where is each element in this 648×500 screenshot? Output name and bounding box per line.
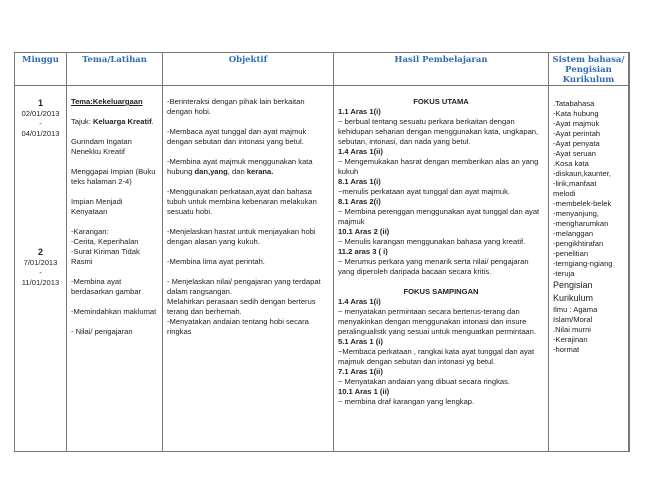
- paragraph: [338, 367, 544, 377]
- week-sep: -: [39, 119, 42, 128]
- paragraph: [338, 287, 544, 297]
- paragraph-text: ~ Menulis karangan menggunakan bahasa yang kreatif.: [338, 237, 526, 246]
- week-2: [15, 246, 66, 288]
- paragraph: [71, 307, 159, 317]
- paragraph: [338, 117, 544, 147]
- paragraph-text: Tajuk:: [71, 117, 93, 126]
- header-objektif: Objektif: [228, 55, 268, 65]
- paragraph: [167, 187, 329, 217]
- header-sistem: Sistem bahasa/ Pengisian Kurikulum: [552, 55, 625, 85]
- paragraph-text: ~menulis perkataan ayat tunggal dan ayat majmuk.: [338, 187, 511, 196]
- tema-content: [71, 97, 159, 337]
- week-end: 11/01/2013: [21, 278, 60, 287]
- header-hasil: Hasil Pembelajaran: [394, 55, 488, 65]
- sistem-item: -melanggan: [553, 229, 594, 238]
- paragraph: [338, 377, 544, 387]
- paragraph: [338, 97, 544, 107]
- week-sep: -: [39, 268, 42, 277]
- paragraph-text: 8.1 Aras 2(i): [338, 197, 381, 206]
- paragraph: [338, 237, 544, 247]
- sistem-item: -lirik,manfaat: [553, 179, 597, 188]
- header-tema: Tema/Latihan: [82, 55, 147, 65]
- column-sistem: [549, 53, 629, 451]
- pengisian-item: -hormat: [553, 345, 580, 354]
- sistem-item: .Tatabahasa: [553, 99, 595, 108]
- paragraph: [71, 197, 159, 217]
- hasil-content: [338, 97, 544, 407]
- pengisian-heading: Pengisian: [553, 280, 593, 290]
- paragraph: [71, 327, 159, 337]
- column-hasil: [334, 53, 549, 451]
- sistem-item: -Ayat majmuk: [553, 119, 600, 128]
- paragraph-text: ~ membina draf karangan yang lengkap.: [338, 397, 475, 406]
- week-1: [15, 97, 66, 139]
- week-number: 2: [37, 247, 43, 257]
- paragraph-text: 5.1 Aras 1 (i): [338, 337, 383, 346]
- objektif-content: [167, 97, 329, 337]
- sistem-item: -Kata hubung: [553, 109, 599, 118]
- paragraph-text: 10.1 Aras 1 (ii): [338, 387, 390, 396]
- paragraph-text: -Memindahkan maklumat: [71, 307, 157, 316]
- sistem-item: -diskaun,kaunter,: [553, 169, 611, 178]
- sistem-content: [553, 99, 626, 355]
- paragraph: [338, 207, 544, 227]
- column-minggu: [15, 53, 67, 451]
- paragraph: [167, 127, 329, 147]
- paragraph-text: -Membina ayat berdasarkan gambar: [71, 277, 142, 296]
- bold-text: Keluarga Kreatif: [92, 117, 152, 126]
- sistem-item: -pengikhtirafan: [553, 239, 604, 248]
- text: .: [151, 117, 154, 126]
- paragraph: [71, 117, 159, 127]
- paragraph-text: FOKUS SAMPINGAN: [403, 287, 479, 296]
- week-start: 7/01/2013: [23, 258, 58, 267]
- paragraph-text: -Membina lima ayat perintah.: [167, 257, 265, 266]
- paragraph: [167, 227, 329, 247]
- paragraph-text: 1.4 Aras 1(i): [338, 297, 381, 306]
- header-divider: [15, 53, 629, 86]
- paragraph-text: -Menggunakan perkataan,ayat dan bahasa tubuh untuk membina kebenaran melakukan sesuatu hobi.: [167, 187, 317, 216]
- paragraph: [338, 147, 544, 157]
- paragraph-text: ~ Menyatakan andaian yang dibuat secara ringkas.: [338, 377, 511, 386]
- paragraph: [338, 307, 544, 337]
- pengisian-item: .Nilai murni: [553, 325, 591, 334]
- paragraph-text: 10.1 Aras 2 (ii): [338, 227, 390, 236]
- paragraph-text: Gurindam Ingatan Nenekku Kreatif: [71, 137, 132, 156]
- paragraph-text: ~ Mengemukakan hasrat dengan memberikan alas an yang kukuh: [338, 157, 539, 176]
- paragraph-text: ~ Merumus perkara yang menarik serta nilai/ pengajaran yang diperoleh daripada bacaan secara kritis.: [338, 257, 529, 276]
- paragraph-text: -Menjelaskan hasrat untuk menjayakan hobi dengan alasan yang kukuh.: [167, 227, 316, 246]
- paragraph: [338, 107, 544, 117]
- paragraph: [71, 167, 159, 187]
- paragraph-text: -Berinteraksi dengan pihak lain berkaitan dengan hobi.: [167, 97, 305, 116]
- paragraph-text: Impian Menjadi Kenyataan: [71, 197, 123, 216]
- paragraph-text: 11.2 aras 3 ( i): [338, 247, 388, 256]
- sistem-item: -terngiang-ngiang: [553, 259, 613, 268]
- column-tema: [67, 53, 163, 451]
- paragraph-text: ~Membaca perkataan , rangkai kata ayat tunggal dan ayat majmuk dengan sebutan dan intonasi yg betul.: [338, 347, 535, 366]
- bold-text: dan,yang: [194, 167, 228, 176]
- paragraph-text: FOKUS UTAMA: [413, 97, 469, 106]
- lesson-plan-table: [14, 52, 630, 452]
- paragraph-text: 1.1 Aras 1(i): [338, 107, 381, 116]
- paragraph-text: Menggapai Impian (Buku teks halaman 2-4): [71, 167, 156, 186]
- bold-text: kerana.: [246, 167, 274, 176]
- pengisian-item: -Kerajinan: [553, 335, 588, 344]
- sistem-item: -penelitian: [553, 249, 589, 258]
- paragraph-text: 8.1 Aras 1(i): [338, 177, 381, 186]
- paragraph: [71, 97, 159, 107]
- paragraph: [338, 397, 544, 407]
- paragraph: [338, 257, 544, 277]
- paragraph-text: -Membina ayat majmuk menggunakan kata hubung: [167, 157, 313, 176]
- pengisian-item: Islam/Moral: [553, 315, 593, 324]
- paragraph-text: - Nilai/ pengajaran: [71, 327, 133, 336]
- paragraph-text: -Membaca ayat tunggal dan ayat majmuk dengan sebutan dan intonasi yang betul.: [167, 127, 307, 146]
- paragraph-text: 7.1 Aras 1(ii): [338, 367, 383, 376]
- sistem-item: .Kosa kata: [553, 159, 589, 168]
- paragraph: [338, 227, 544, 237]
- paragraph: [71, 137, 159, 157]
- paragraph: [338, 157, 544, 177]
- paragraph: [71, 277, 159, 297]
- week-end: 04/01/2013: [21, 129, 60, 138]
- sistem-item: -menyanjung,: [553, 209, 600, 218]
- sistem-item: -Ayat seruan: [553, 149, 596, 158]
- paragraph: [71, 227, 159, 267]
- paragraph: [338, 177, 544, 187]
- paragraph-text: - Menjelaskan nilai/ pengajaran yang terdapat dalam rangsangan. Melahirkan perasaan sedih dengan berterus terang dan berhemah. -Menyatakan andaian tentang hobi secara ringkas: [167, 277, 321, 336]
- paragraph: [338, 387, 544, 397]
- column-objektif: [163, 53, 334, 451]
- paragraph: [167, 257, 329, 267]
- paragraph-text: 1.4 Aras 1(ii): [338, 147, 383, 156]
- paragraph: [167, 97, 329, 117]
- pengisian-heading: Kurikulum: [553, 293, 594, 303]
- paragraph-text: -Karangan: -Cerita, Keperihalan -Surat Kiriman Tidak Rasmi: [71, 227, 140, 266]
- paragraph: [338, 197, 544, 207]
- pengisian-item: Ilmu : Agama: [553, 305, 598, 314]
- paragraph: [338, 347, 544, 367]
- paragraph-text: ~ menyatakan permintaan secara berterus-terang dan menyakinkan dengan menggunakan intonasi dan insure peralingualistk yang sesuai untuk menguatkan permintaan.: [338, 307, 536, 336]
- sistem-item: -membelek-belek: [553, 199, 612, 208]
- paragraph: [167, 157, 329, 177]
- text: , dan: [227, 167, 247, 176]
- paragraph-text: ~ Membina perenggan menggunakan ayat tunggal dan ayat majmuk: [338, 207, 540, 226]
- paragraph: [338, 337, 544, 347]
- paragraph-text: ~ berbual tentang sesuatu perkara berkaitan dengan kehidupan seharian dengan menggunakan kata, ungkapan, sebutan, intonasi, dan nada yang betul.: [338, 117, 539, 146]
- paragraph-text: Tema:Kekeluargaan: [71, 97, 143, 106]
- sistem-item: -Ayat penyata: [553, 139, 600, 148]
- paragraph: [338, 247, 544, 257]
- paragraph: [338, 187, 544, 197]
- sistem-item: -mengharumkan: [553, 219, 609, 228]
- sistem-item: -Ayat perintah: [553, 129, 601, 138]
- week-number: 1: [37, 98, 43, 108]
- paragraph: [338, 297, 544, 307]
- paragraph: [167, 277, 329, 337]
- sistem-item: melodi: [553, 189, 576, 198]
- header-minggu: Minggu: [22, 55, 59, 65]
- week-start: 02/01/2013: [21, 109, 60, 118]
- sistem-item: -teruja: [553, 269, 575, 278]
